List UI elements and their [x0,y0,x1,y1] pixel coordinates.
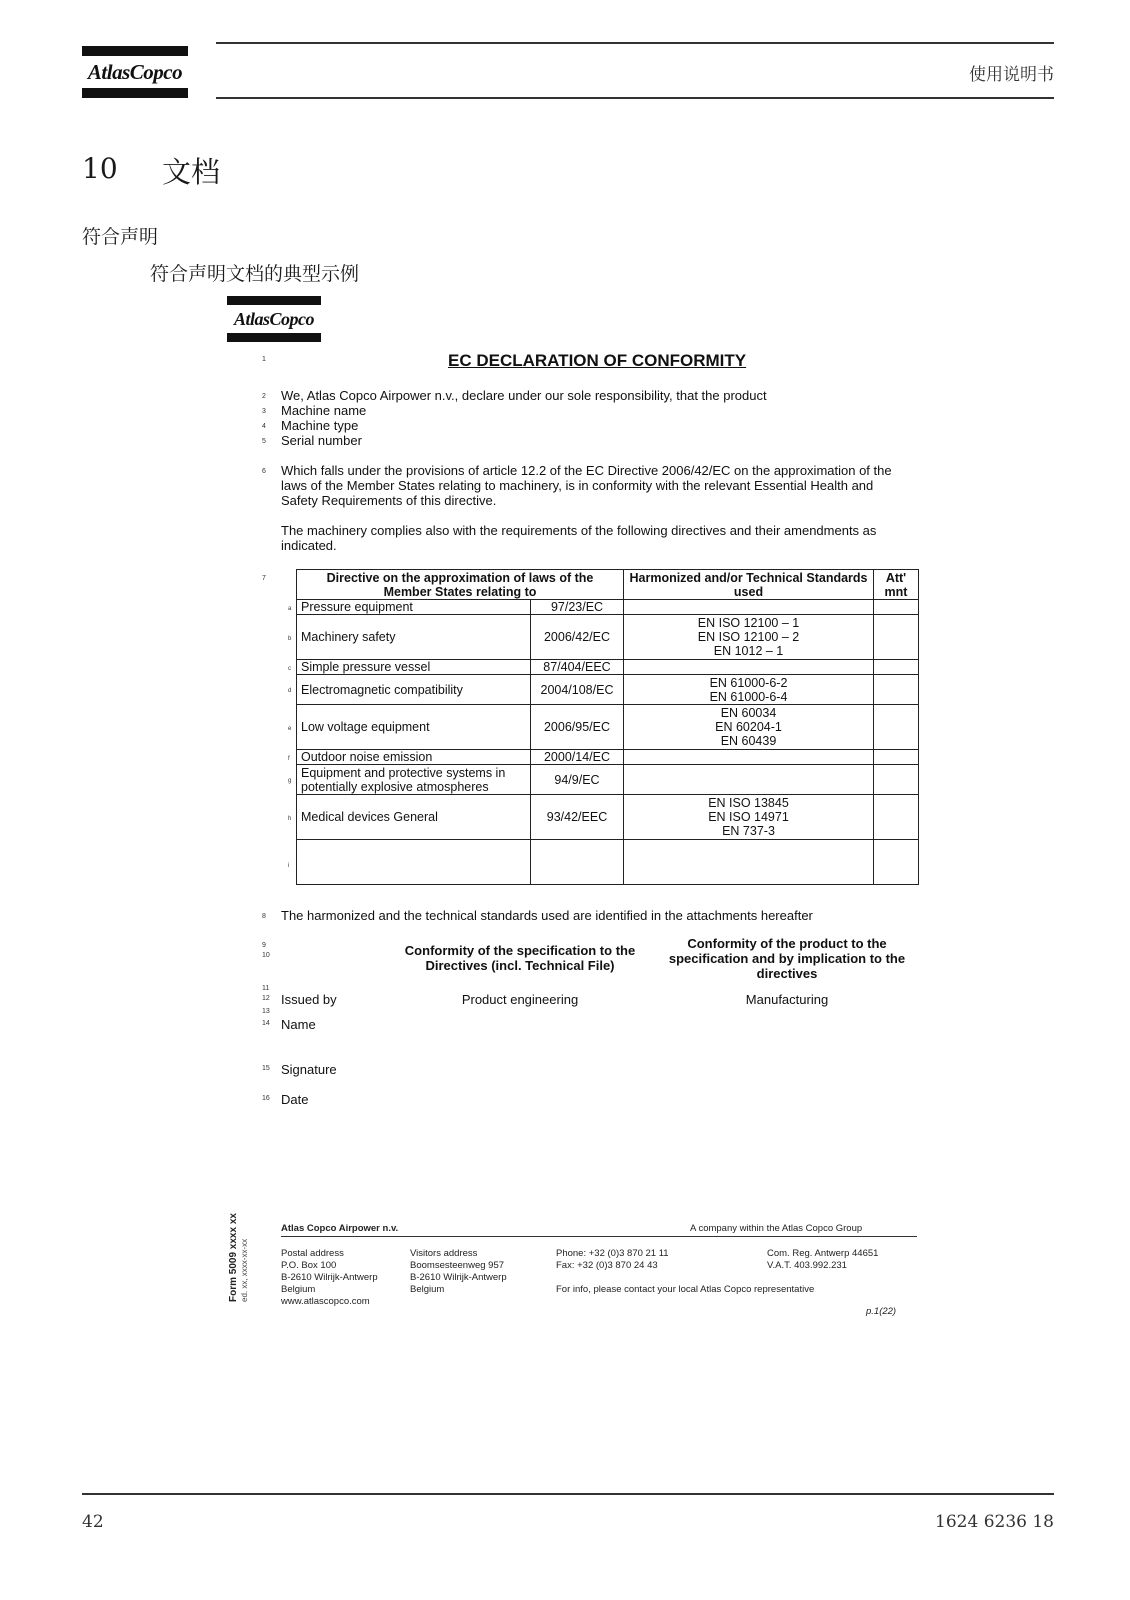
table-row [297,765,919,795]
provisions-line: Safety Requirements of this directive. [281,493,497,508]
standard-item: EN ISO 12100 – 2 [697,630,800,644]
directive-code: 87/404/EEC [531,660,624,675]
standard-item: EN 737-3 [722,824,775,838]
directive-code: 2000/14/EC [531,750,624,765]
directive-name: Pressure equipment [297,600,531,615]
directive-standards [624,705,874,750]
directive-attachment [874,765,919,795]
directive-name: Medical devices General [297,795,531,840]
line-number: 5 [262,438,266,445]
footer-visitors-line: Visitors address [410,1248,478,1259]
line-number: 1 [262,356,266,363]
harmonized-note: The harmonized and the technical standards used are identified in the attachments hereafter [281,908,813,923]
name-label: Name [281,1017,316,1032]
line-number: 7 [262,575,266,582]
footer-info: For info, please contact your local Atlas Copco representative [556,1284,815,1295]
directive-attachment [874,600,919,615]
directive-code: 2004/108/EC [531,675,624,705]
row-letter: b [288,636,292,642]
standard-item: EN 60204-1 [715,720,782,734]
row-letter: e [288,726,292,732]
footer-visitors [410,1248,507,1296]
standard-item: EN 60439 [720,734,777,748]
page-number: 42 [82,1512,104,1532]
standard-item: EN 61000-6-2 [709,675,788,690]
directive-attachment [874,675,919,705]
field-machine-type: Machine type [281,418,359,433]
footer-page-rule [82,1493,1054,1495]
directive-standards [624,675,874,705]
conformity-product-line: Conformity of the product to the [687,936,887,951]
line-number: 2 [262,393,266,400]
provisions-line: Which falls under the provisions of article 12.2 of the EC Directive 2006/42/EC on the approximation of the [281,463,892,478]
field-serial-number: Serial number [281,433,362,448]
form-code: Form 5009 xxxx xx [228,1213,239,1302]
directive-name: Machinery safety [297,615,531,660]
directive-attachment [874,660,919,675]
table-row [297,705,919,750]
row-letter: g [288,778,292,784]
conformity-spec-line: Directives (incl. Technical File) [425,958,615,973]
issued-by-label: Issued by [281,992,337,1007]
footer-rule [281,1236,917,1237]
directive-standards [624,750,874,765]
table-row [297,600,919,615]
footer-group: A company within the Atlas Copco Group [690,1223,863,1234]
line-number: 13 [262,1008,270,1015]
table-header-standards: Harmonized and/or Technical Standards used [624,570,874,600]
date-label: Date [281,1092,309,1107]
row-letter: a [288,606,292,612]
signature-label: Signature [281,1062,337,1077]
declaration-logo [227,296,321,343]
provisions-line: laws of the Member States relating to machinery, is in conformity with the relevant Essential Health and [281,478,874,493]
header-rule-top [216,42,1054,44]
footer-postal [281,1248,378,1308]
footer-page-ref: p.1(22) [866,1306,897,1317]
directive-standards [624,795,874,840]
footer-phone [556,1248,669,1272]
footer-postal-line: P.O. Box 100 [281,1260,337,1271]
row-letter: i [288,863,290,869]
section-number: 10 [82,152,118,185]
doc-type-label: 使用说明书 [969,65,1054,85]
declaration-title: EC DECLARATION OF CONFORMITY [448,351,747,370]
line-number: 3 [262,408,266,415]
directive-name [297,840,531,885]
directive-name: Outdoor noise emission [297,750,531,765]
directive-name: Equipment and protective systems in potentially explosive atmospheres [297,765,531,795]
table-header-attachment: Att' mnt [874,570,919,600]
row-letter: h [288,816,292,822]
manufacturing-label: Manufacturing [745,992,829,1007]
standard-item: EN 61000-6-4 [709,689,788,704]
complies-line: indicated. [281,538,337,553]
line-number: 11 [262,985,270,992]
table-header-directive: Directive on the approximation of laws of the Member States relating to [297,570,624,600]
footer-reg [767,1248,878,1272]
line-number: 6 [262,468,266,475]
footer-phone-line: Phone: +32 (0)3 870 21 11 [556,1248,669,1259]
complies-line: The machinery complies also with the requirements of the following directives and their amendments as [281,523,877,538]
line-number: 15 [262,1065,270,1072]
directive-standards [624,615,874,660]
footer-visitors-line: B-2610 Wilrijk-Antwerp [410,1272,507,1283]
section-caption: 符合声明文档的典型示例 [150,263,360,285]
line-number: 14 [262,1020,270,1027]
directive-code [531,840,624,885]
directive-standards [624,660,874,675]
footer-visitors-line: Belgium [410,1284,445,1295]
footer-website: www.atlascopco.com [281,1296,370,1307]
table-row [297,675,919,705]
table-row [297,840,919,885]
directive-code: 97/23/EC [531,600,624,615]
directive-attachment [874,795,919,840]
conformity-spec [395,943,645,973]
line-number: 4 [262,423,266,430]
standard-item: EN 1012 – 1 [713,644,784,658]
directive-attachment [874,615,919,660]
product-engineering-label: Product engineering [461,992,579,1007]
line-number: 9 [262,942,266,949]
conformity-spec-line: Conformity of the specification to the [404,943,636,958]
table-row [297,795,919,840]
standard-item: EN 60034 [720,706,777,720]
line-number: 10 [262,952,270,959]
footer-postal-line: Postal address [281,1248,344,1259]
footer-postal-line: Belgium [281,1284,316,1295]
standard-item: EN ISO 12100 – 1 [697,616,800,630]
directive-name: Electromagnetic compatibility [297,675,531,705]
directive-code: 94/9/EC [531,765,624,795]
footer-vat-line: V.A.T. 403.992.231 [767,1260,847,1271]
row-letter: c [288,666,291,672]
section-title: 文档 [162,155,221,189]
conformity-product [660,936,914,981]
declaration-intro: We, Atlas Copco Airpower n.v., declare under our sole responsibility, that the product [281,388,767,403]
directive-standards [624,840,874,885]
directive-name: Low voltage equipment [297,705,531,750]
line-number: 12 [262,995,270,1002]
standard-item: EN ISO 14971 [708,810,789,824]
brand-logo-text: AtlasCopco [87,60,183,84]
row-letter: f [288,756,290,762]
table-row [297,750,919,765]
footer-reg-line: Com. Reg. Antwerp 44651 [767,1248,879,1259]
header-rule-bottom [216,97,1054,99]
directive-code: 93/42/EEC [531,795,624,840]
declaration-logo-text: AtlasCopco [233,309,314,329]
directive-attachment [874,840,919,885]
row-letter: d [288,688,292,694]
doc-number: 1624 6236 18 [935,1512,1054,1532]
directive-standards [624,600,874,615]
line-number: 8 [262,913,266,920]
section-subheading: 符合声明 [82,226,159,248]
footer-visitors-line: Boomsesteenweg 957 [410,1260,505,1271]
footer-postal-line: B-2610 Wilrijk-Antwerp [281,1272,378,1283]
directives-table [296,569,919,885]
form-ed: ed. xx, xxxx-xx-xx [240,1238,249,1302]
directive-attachment [874,705,919,750]
directive-standards [624,765,874,795]
directive-name: Simple pressure vessel [297,660,531,675]
footer-company: Atlas Copco Airpower n.v. [281,1223,399,1234]
brand-logo [82,46,188,99]
directive-code: 2006/42/EC [531,615,624,660]
table-row [297,660,919,675]
directive-attachment [874,750,919,765]
footer-fax-line: Fax: +32 (0)3 870 24 43 [556,1260,658,1271]
conformity-product-line: specification and by implication to the [668,951,906,966]
standard-item: EN ISO 13845 [708,796,789,810]
field-machine-name: Machine name [281,403,367,418]
directive-code: 2006/95/EC [531,705,624,750]
line-number: 16 [262,1095,270,1102]
conformity-product-line: directives [756,966,818,981]
table-row [297,615,919,660]
